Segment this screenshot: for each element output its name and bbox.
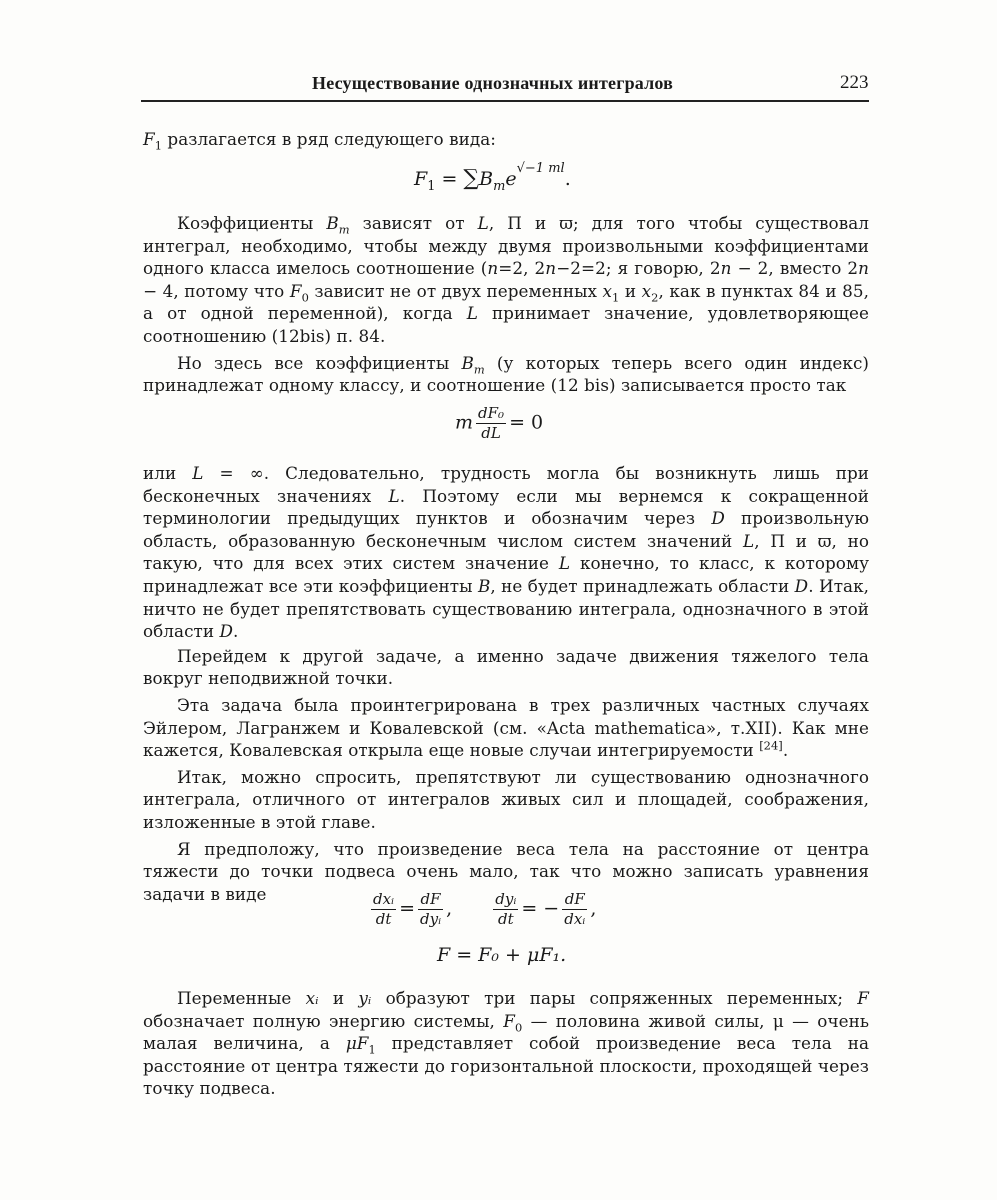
running-header-title: Несуществование однозначных интегралов <box>312 73 674 93</box>
paragraph-5: Перейдем к другой задаче, а именно задаче движения тяжелого тела вокруг неподвижной точки. <box>143 645 869 689</box>
paragraph-block-main: или L = ∞. Следовательно, трудность могла бы возникнуть лишь при бесконечных значениях L. Поэтому если мы вернемся к сокращенной терминологии предыдущих пунктов и обозначим через D произвольную область, образованную бесконечным числом систем значений L, П и ϖ, но такую, что для всех этих систем значение L конечно, то класс, к которому принадлежат все эти коэффициенты B, не будет принадлежать области D. Итак, ничто не будет препятствовать существованию интеграла, однозначного в этой области D. Перейдем к другой задаче, а именно задаче движения тяжелого тела вокруг неподвижной точки. Эта задача была проинтегрирована в трех различных частных случаях Эйлером, Лагранжем и Ковалевской (см. «Acta mathematica», т.XII). Как мне кажется, Ковалевская открыла еще новые случаи интегрируемости [24]. Итак, можно спросить, препятствуют ли существованию однозначного интеграла, отличного от интегралов живых сил и площадей, соображения, изложенные в этой главе. Я предположу, что произведение веса тела на расстояние от центра тяжести до точки подвеса очень мало, так что можно записать уравнения задачи в виде <box>143 463 870 904</box>
header-rule <box>141 100 869 102</box>
reference-24[interactable]: [24] <box>759 738 783 753</box>
formula-m-derivative: m $\frac{\text{dF₀}}{dL}$ = 0 <box>455 404 544 442</box>
formula-equations-of-motion: $\frac{\text{dxᵢ}}{dt}$ = $\frac{dF}{\text{dyᵢ}}$ , $\frac{\text{dyᵢ}}{dt}$ = − $\frac{dF}{\text{dxᵢ}}$ , <box>373 890 597 928</box>
page-number: 223 <box>840 72 869 93</box>
paragraph-2: Коэффициенты $B_m$ зависят от L, П и ϖ; для того чтобы существовал интеграл, необходимо, чтобы между двумя произвольными коэффициентами одного класса имелось соотношение (n=2, 2n−2=2; я говорю, 2n − 2, вместо 2n − 4, потому что $F_0$ зависит не от двух переменных $x_1$ и $x_2$, как в пунктах 84 и 85, а от одной переменной), когда L принимает значение, удовлетворяющее соотношению (12bis) п. 84. Но здесь все коэффициенты $B_m$ (у которых теперь всего один индекс) принадлежат одному классу, и соотношение (12 bis) записывается просто так <box>143 213 869 396</box>
formula-hamiltonian: F = F₀ + μF₁. <box>437 944 567 966</box>
formula-f1-series: $F_1 = \sum B_me^{√-1 ml}$. <box>414 160 571 194</box>
paragraph-7: Итак, можно спросить, препятствуют ли существованию однозначного интеграла, отличного от интегралов живых сил и площадей, соображения, изложенные в этой главе. <box>143 766 869 832</box>
paragraph-9: Переменные xᵢ и yᵢ образуют три пары сопряженных переменных; F обозначает полную энергию системы, $F_0$ — половина живой силы, μ — очень малая величина, а $\mu F_1$ представляет собой произведение веса тела на расстояние от центра тяжести до горизонтальной плоскости, проходящей через точку подвеса. <box>143 988 870 1099</box>
paragraph-1: $F_1$ разлагается в ряд следующего вида: <box>143 129 496 153</box>
paragraph-8: Я предположу, что произведение веса тела на расстояние от центра тяжести до точки подвеса очень мало, так что можно записать уравнения задачи в виде <box>143 838 869 904</box>
